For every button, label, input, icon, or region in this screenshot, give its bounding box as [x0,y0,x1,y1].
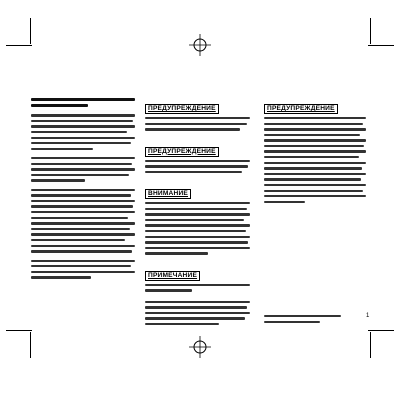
paragraph [31,189,135,253]
registration-mark-icon [189,336,211,358]
crop-mark [370,18,371,44]
page-number: 1 [366,313,370,319]
paragraph [145,301,250,326]
column-middle [145,97,250,334]
warning-block [145,140,250,174]
caution-block [145,182,250,255]
crop-mark [30,332,31,358]
paragraph [264,315,366,323]
warning-block [145,97,250,131]
crop-mark [30,18,31,44]
crop-mark [6,330,32,331]
warning-heading: ПРЕДУПРЕЖДЕНИЕ [145,147,219,157]
crop-mark [370,332,371,358]
paragraph [31,98,135,107]
column-right [264,97,366,332]
registration-mark-icon [189,34,211,56]
crop-mark [368,45,394,46]
paragraph [31,260,135,279]
crop-mark [368,330,394,331]
warning-heading: ПРЕДУПРЕЖДЕНИЕ [145,104,219,114]
paragraph [31,114,135,150]
paragraph [31,157,135,182]
caution-heading: ВНИМАНИЕ [145,189,191,199]
note-heading: ПРИМЕЧАНИЕ [145,271,200,281]
warning-block [264,97,366,203]
note-block [145,264,250,292]
crop-mark [6,45,32,46]
column-left [31,98,135,286]
warning-heading: ПРЕДУПРЕЖДЕНИЕ [264,104,338,114]
